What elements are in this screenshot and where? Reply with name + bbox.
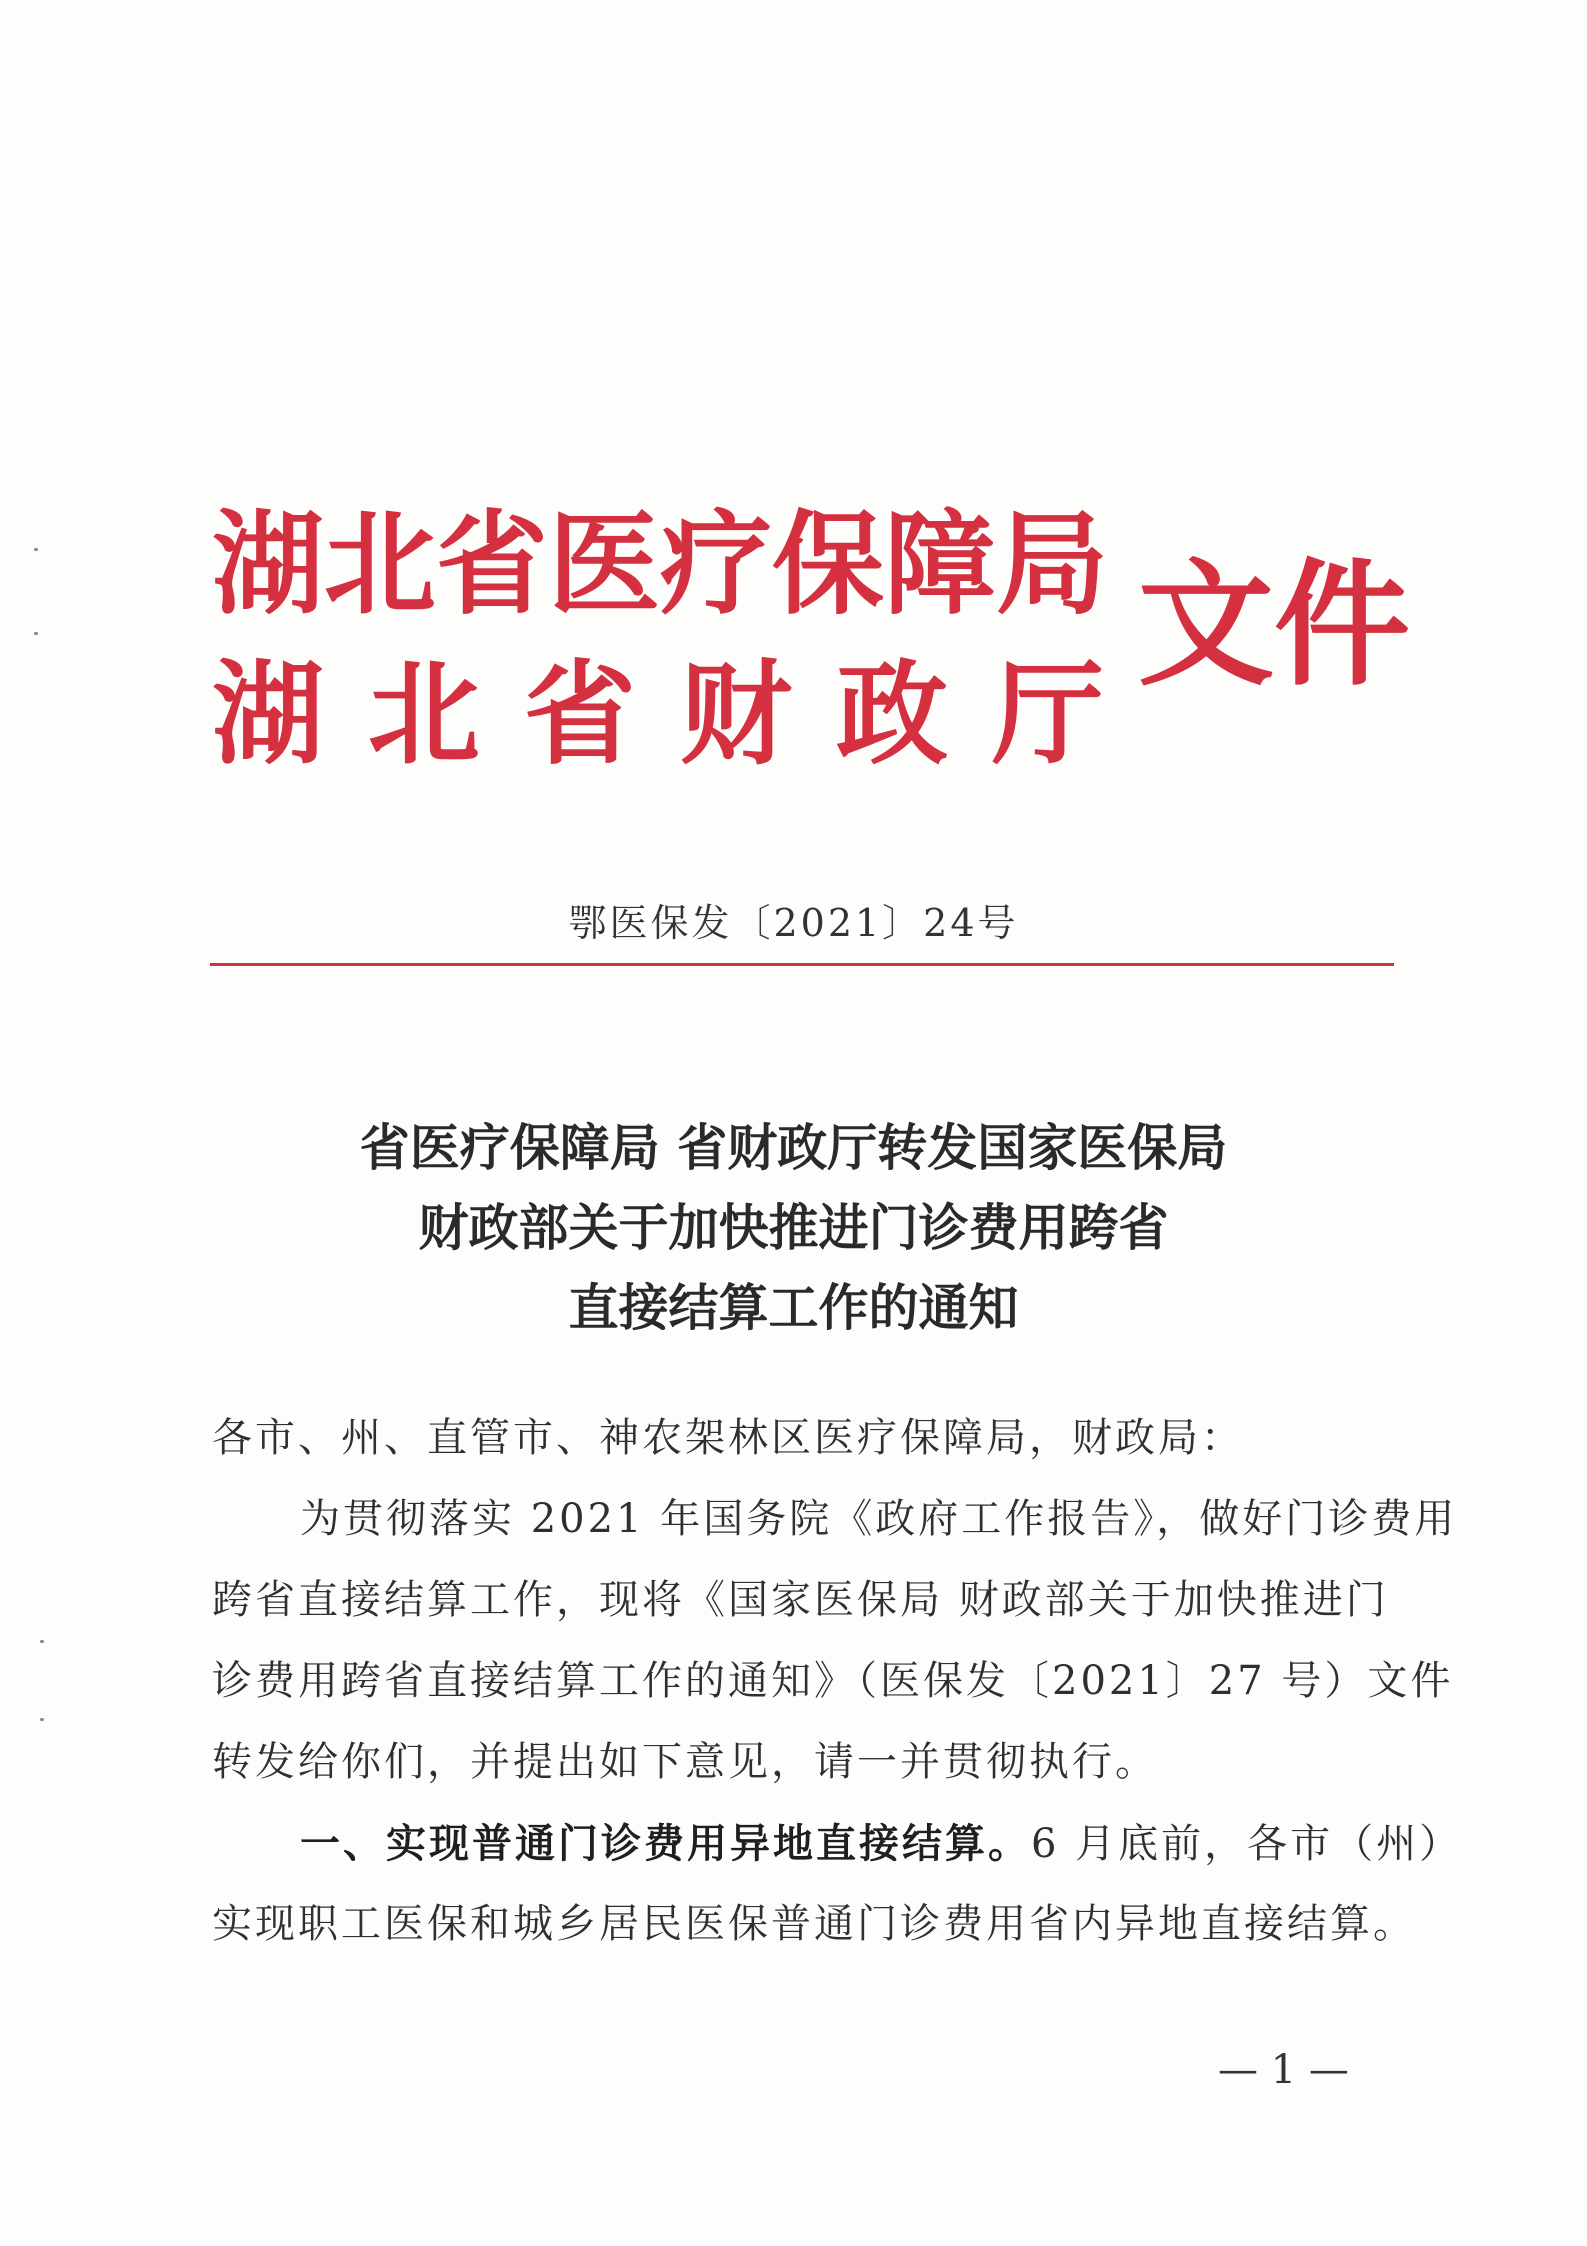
paragraph-line: 转发给你们，并提出如下意见，请一并贯彻执行。	[212, 1739, 1158, 1785]
paragraph-line: 为贯彻落实 2021 年国务院《政府工作报告》，做好门诊费用	[300, 1496, 1458, 1542]
scan-speck	[40, 1718, 44, 1721]
org-name-medical-security-bureau: 湖北省医疗保障局	[212, 499, 1108, 630]
section-1-heading: 一、实现普通门诊费用异地直接结算。	[300, 1820, 1031, 1867]
title-line: 财政部关于加快推进门诊费用跨省	[418, 1198, 1169, 1257]
org-name-finance-department: 湖北省财政厅	[212, 649, 1148, 780]
title-line: 省医疗保障局 省财政厅转发国家医保局	[359, 1118, 1228, 1177]
document-type-label: 文件	[1138, 545, 1410, 705]
title-line: 直接结算工作的通知	[568, 1278, 1019, 1337]
document-title	[0, 1108, 1587, 1348]
scan-speck	[34, 548, 38, 551]
page-number: — 1 —	[1218, 2047, 1349, 2093]
paragraph-line: 跨省直接结算工作，现将《国家医保局 财政部关于加快推进门	[212, 1577, 1389, 1623]
scan-speck	[34, 632, 38, 635]
issuing-organizations	[212, 490, 1148, 790]
document-body	[212, 1398, 1463, 1965]
section-1-first-line	[212, 1803, 1463, 1884]
document-number: 鄂医保发〔2021〕24号	[568, 901, 1019, 945]
section-1-text: 6 月底前，各市（州）	[1031, 1821, 1463, 1867]
paragraph-line: 诊费用跨省直接结算工作的通知》（医保发〔2021〕27 号）文件	[212, 1658, 1454, 1704]
paragraph-line: 实现职工医保和城乡居民医保普通门诊费用省内异地直接结算。	[212, 1901, 1416, 1947]
red-divider-line	[210, 963, 1394, 966]
scan-speck	[40, 1640, 44, 1643]
salutation: 各市、州、直管市、神农架林区医疗保障局，财政局：	[212, 1415, 1244, 1461]
